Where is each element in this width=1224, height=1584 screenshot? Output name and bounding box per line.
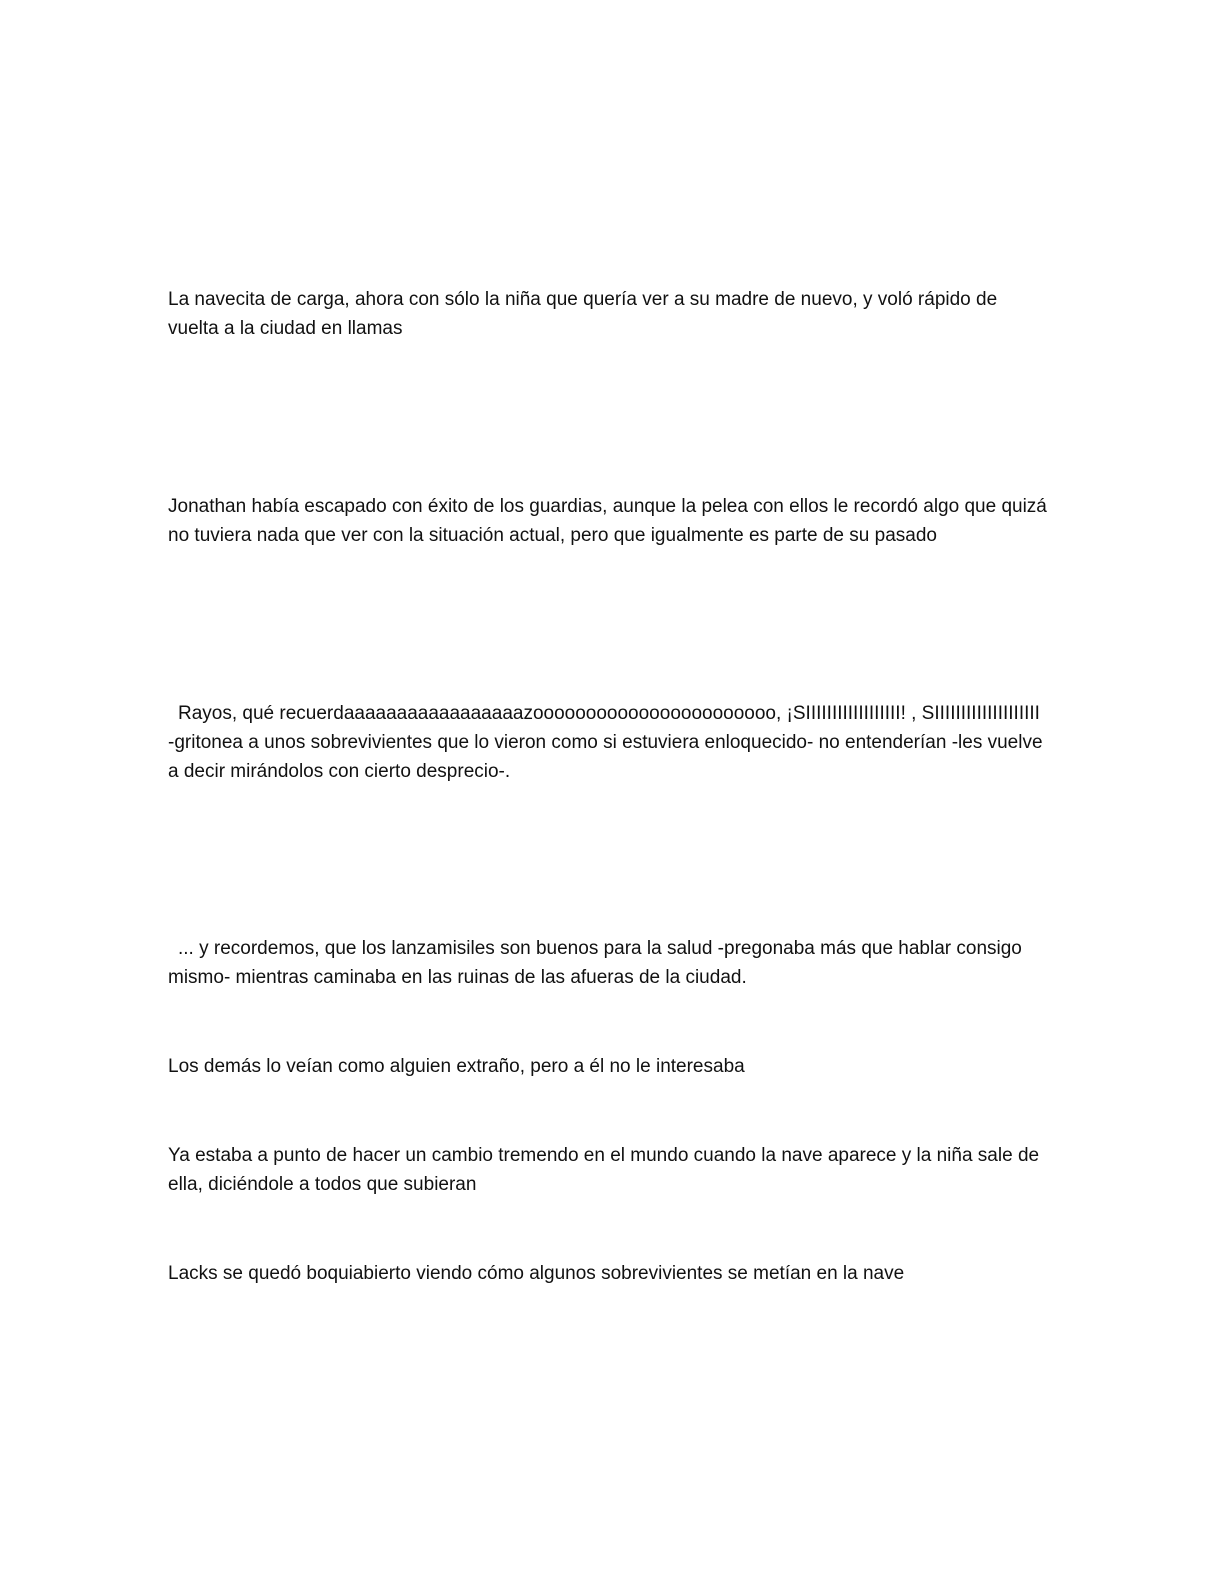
- paragraph-rayos-shout: Rayos, qué recuerdaaaaaaaaaaaaaaaaazooooooooooooooooooooooo, ¡SIIIIIIIIIIIIIIIIII! , SIIIIIIIIIIIIIIIIIIII -gritonea a unos sobrevivientes que lo vieron como si estuviera enloquecido- no entenderían -les vuelve a decir mirándolos con cierto desprecio-.: [168, 703, 1043, 782]
- paragraph-los-demas: Los demás lo veían como alguien extraño, pero a él no le interesaba: [168, 1056, 745, 1077]
- paragraph-cargo-ship: La navecita de carga, ahora con sólo la niña que quería ver a su madre de nuevo, y voló rápido de vuelta a la ciudad en llamas: [168, 289, 998, 339]
- paragraph-jonathan-escape: Jonathan había escapado con éxito de los guardias, aunque la pelea con ellos le recordó algo que quizá no tuviera nada que ver con la situación actual, pero que igualmente es parte de su pasado: [168, 496, 1047, 546]
- paragraph-nave-aparece: Ya estaba a punto de hacer un cambio tremendo en el mundo cuando la nave aparece y la niña sale de ella, diciéndole a todos que subieran: [168, 1145, 1040, 1195]
- paragraph-lanzamisiles: ... y recordemos, que los lanzamisiles son buenos para la salud -pregonaba más que hablar consigo mismo- mientras caminaba en las ruinas de las afueras de la ciudad.: [168, 938, 1022, 988]
- paragraph-lacks-boquiabierto: Lacks se quedó boquiabierto viendo cómo algunos sobrevivientes se metían en la nave: [168, 1263, 905, 1284]
